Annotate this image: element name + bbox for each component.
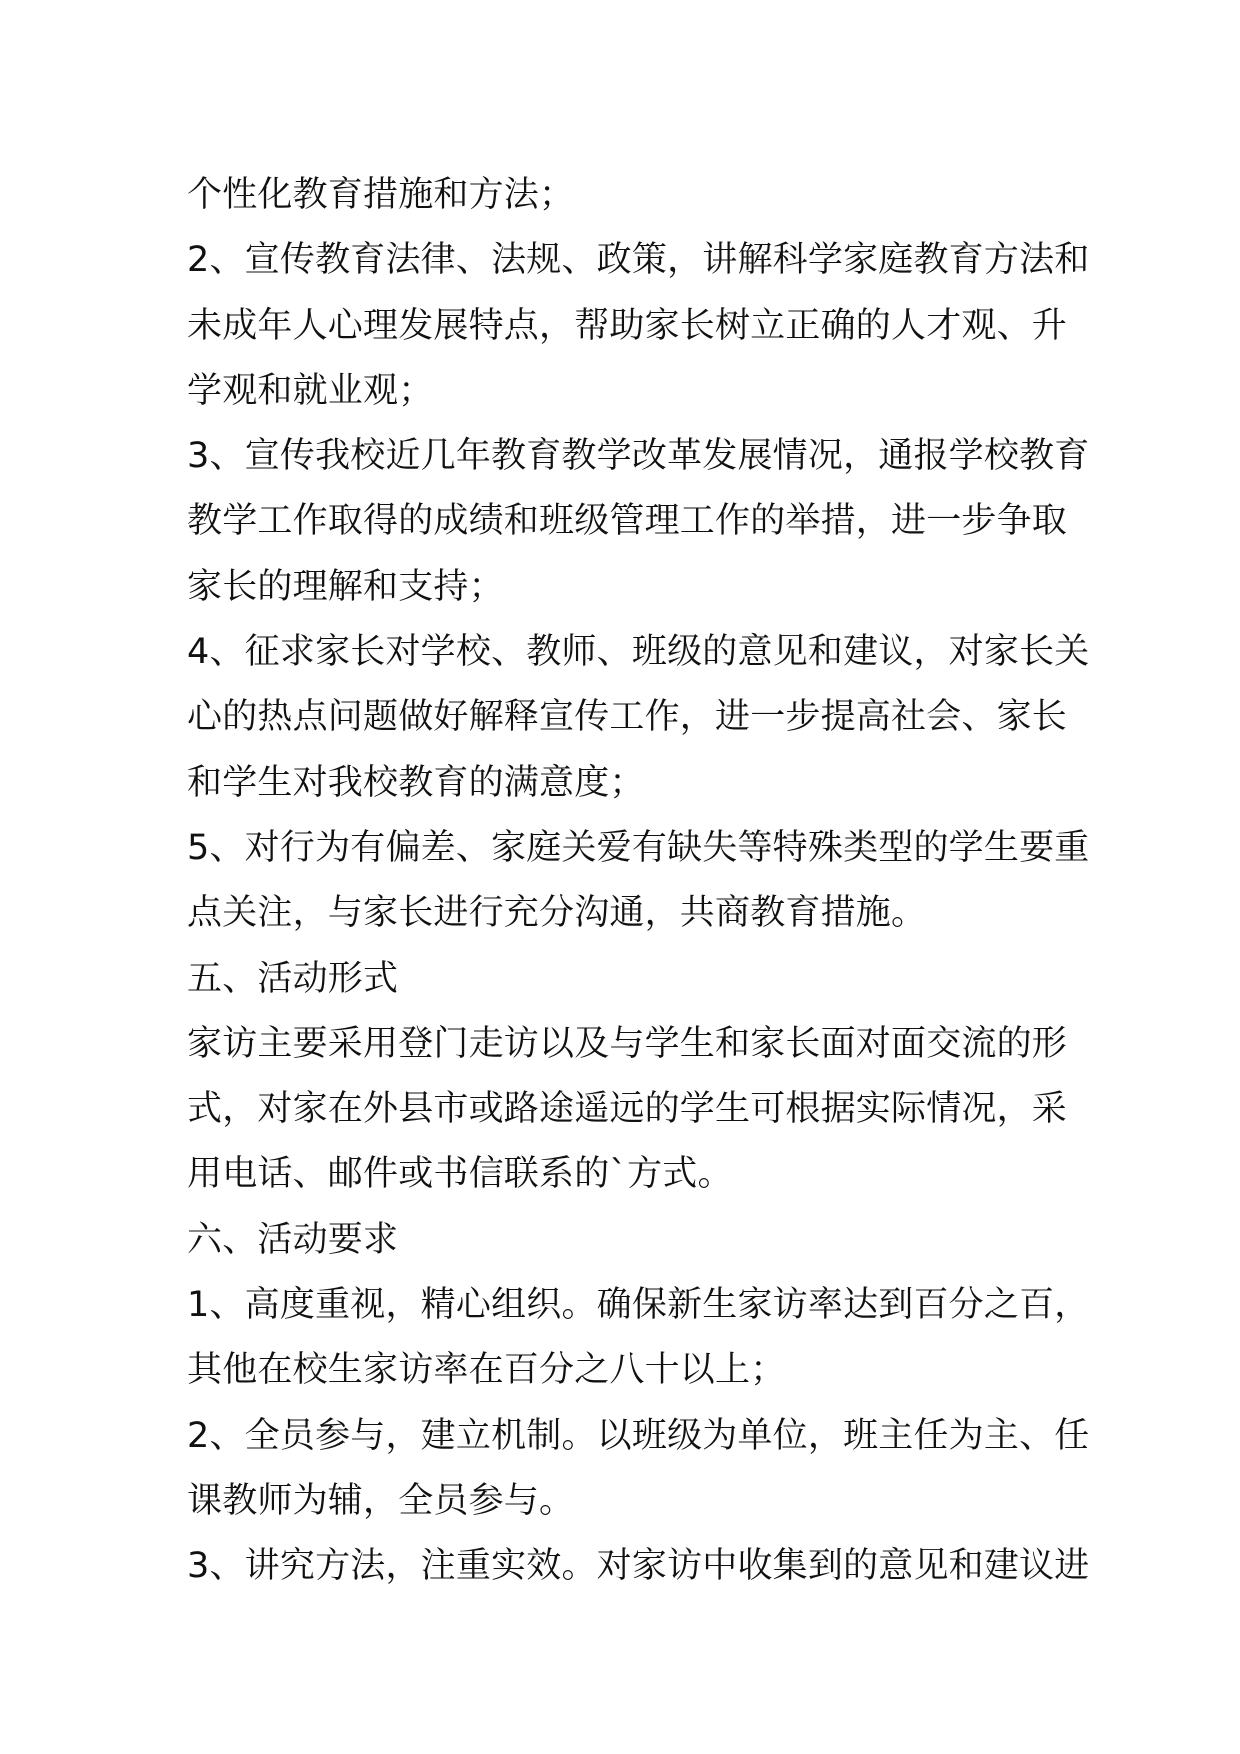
section-heading-6: 六、活动要求 (187, 1219, 399, 1260)
text-line: 用电话、邮件或书信联系的`方式。 (187, 1154, 733, 1195)
text-line: 家访主要采用登门走访以及与学生和家长面对面交流的形 (187, 1023, 1068, 1064)
text-line: 学观和就业观； (187, 370, 434, 411)
text-line: 式，对家在外县市或路途遥远的学生可根据实际情况，采 (187, 1089, 1068, 1130)
text-line-item-2: 2、宣传教育法律、法规、政策，讲解科学家庭教育方法和 (187, 240, 1090, 281)
text-line: 和学生对我校教育的满意度； (187, 762, 645, 803)
text-line-item-3: 3、宣传我校近几年教育教学改革发展情况，通报学校教育 (187, 436, 1090, 477)
text-line: 课教师为辅，全员参与。 (187, 1480, 575, 1521)
text-line-continuation: 个性化教育措施和方法； (187, 175, 575, 215)
text-line-item-1: 1、高度重视，精心组织。确保新生家访率达到百分之百， (187, 1285, 1090, 1326)
text-line-item-5: 5、对行为有偏差、家庭关爱有缺失等特殊类型的学生要重 (187, 827, 1090, 868)
text-line: 教学工作取得的成绩和班级管理工作的举措，进一步争取 (187, 501, 1068, 542)
text-line: 其他在校生家访率在百分之八十以上； (187, 1350, 786, 1391)
text-line-item-4: 4、征求家长对学校、教师、班级的意见和建议，对家长关 (187, 632, 1090, 673)
text-line: 点关注，与家长进行充分沟通，共商教育措施。 (187, 893, 927, 934)
section-heading-5: 五、活动形式 (187, 958, 399, 999)
text-line: 未成年人心理发展特点，帮助家长树立正确的人才观、升 (187, 305, 1068, 346)
text-line-item-3: 3、讲究方法，注重实效。对家访中收集到的意见和建议进 (187, 1546, 1090, 1587)
document-body (187, 163, 1090, 1600)
text-line-item-2: 2、全员参与，建立机制。以班级为单位，班主任为主、任 (187, 1415, 1090, 1456)
text-line: 心的热点问题做好解释宣传工作，进一步提高社会、家长 (187, 697, 1068, 738)
text-line: 家长的理解和支持； (187, 566, 504, 607)
